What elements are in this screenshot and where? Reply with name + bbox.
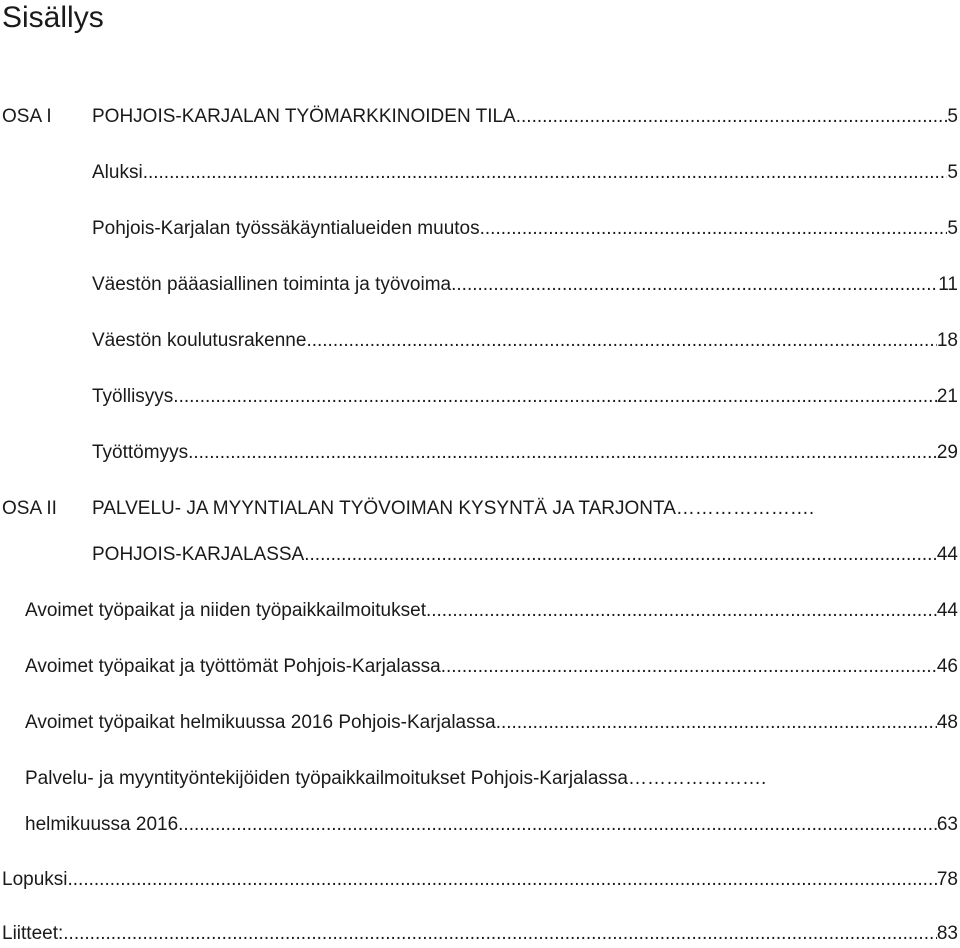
toc-leader-dots [306,327,936,355]
toc-entry-osa-1[interactable] [92,103,958,131]
toc-entry-page: 83 [936,923,958,944]
toc-entry-text: helmikuussa 2016 [25,814,179,835]
toc-leader-dots [173,383,937,411]
toc-entry-lopuksi[interactable] [2,866,958,894]
toc-entry-text: Avoimet työpaikat ja työttömät Pohjois-Karjalassa [25,656,441,677]
toc-entry[interactable] [25,597,958,625]
toc-entry-text: Aluksi [92,162,143,183]
toc-entry-page: 44 [936,600,958,621]
toc-entry-text: PALVELU- JA MYYNTIALAN TYÖVOIMAN KYSYNTÄ JA TARJONTA [92,498,676,519]
toc-entry-text: POHJOIS-KARJALAN TYÖMARKKINOIDEN TILA [92,106,516,127]
toc-entry-page: 63 [936,814,958,835]
toc-entry-text: Työllisyys [92,386,174,407]
toc-entry-text: Palvelu- ja myyntityöntekijöiden työpaikkailmoitukset Pohjois-Karjalassa [25,768,628,789]
toc-entry-page: 21 [936,386,958,407]
toc-entry-osa-2-line2[interactable] [92,541,958,569]
toc-entry[interactable] [25,709,958,737]
toc-entry-text: Työttömyys [92,442,189,463]
toc-entry-multiline-line1[interactable] [25,765,958,793]
part-label-osa-2: OSA II [2,498,57,519]
toc-entry-text: Liitteet: [2,923,64,944]
toc-entry-page: 5 [947,218,958,239]
toc-leader-dots [441,653,937,681]
toc-entry-page: 48 [936,712,958,733]
toc-entry-text: Avoimet työpaikat ja niiden työpaikkailmoitukset [25,600,426,621]
toc-entry-text: POHJOIS-KARJALASSA [92,544,305,565]
toc-entry-page: 5 [947,162,958,183]
toc-entry-page: 11 [938,274,958,295]
toc-leader-dots [496,709,937,737]
toc-entry[interactable] [92,439,958,467]
toc-leader-dots [451,271,938,299]
toc-leader-dots [143,159,948,187]
toc-leader-dots [516,103,948,131]
toc-entry[interactable] [92,159,958,187]
toc-entry-page: 29 [936,442,958,463]
toc-leader-ellipsis: …………………. [628,768,767,789]
toc-entry-page: 78 [936,869,958,890]
toc-entry-page: 18 [936,330,958,351]
toc-leader-dots [68,866,937,894]
toc-leader-dots [188,439,937,467]
toc-entry[interactable] [92,327,958,355]
toc-entry-text: Lopuksi [2,869,68,890]
toc-entry-text: Avoimet työpaikat helmikuussa 2016 Pohjois-Karjalassa [25,712,496,733]
toc-entry-multiline-line2[interactable] [25,811,958,839]
toc-entry-osa-2-line1[interactable] [92,495,958,523]
toc-entry-page: 46 [936,656,958,677]
page-title: Sisällys [2,1,104,34]
toc-leader-dots [426,597,937,625]
toc-entry-page: 44 [936,544,958,565]
toc-entry[interactable] [92,215,958,243]
toc-entry[interactable] [25,653,958,681]
toc-entry-text: Väestön koulutusrakenne [92,330,307,351]
toc-leader-dots [178,811,937,839]
toc-leader-ellipsis: …………………. [675,498,815,519]
part-label-osa-1: OSA I [2,106,52,127]
toc-entry[interactable] [92,383,958,411]
toc-entry-text: Pohjois-Karjalan työssäkäyntialueiden muutos [92,218,480,239]
toc-entry[interactable] [92,271,958,299]
toc-entry-text: Väestön pääasiallinen toiminta ja työvoima [92,274,452,295]
toc-entry-page: 5 [947,106,958,127]
toc-leader-dots [304,541,937,569]
toc-leader-dots [480,215,948,243]
